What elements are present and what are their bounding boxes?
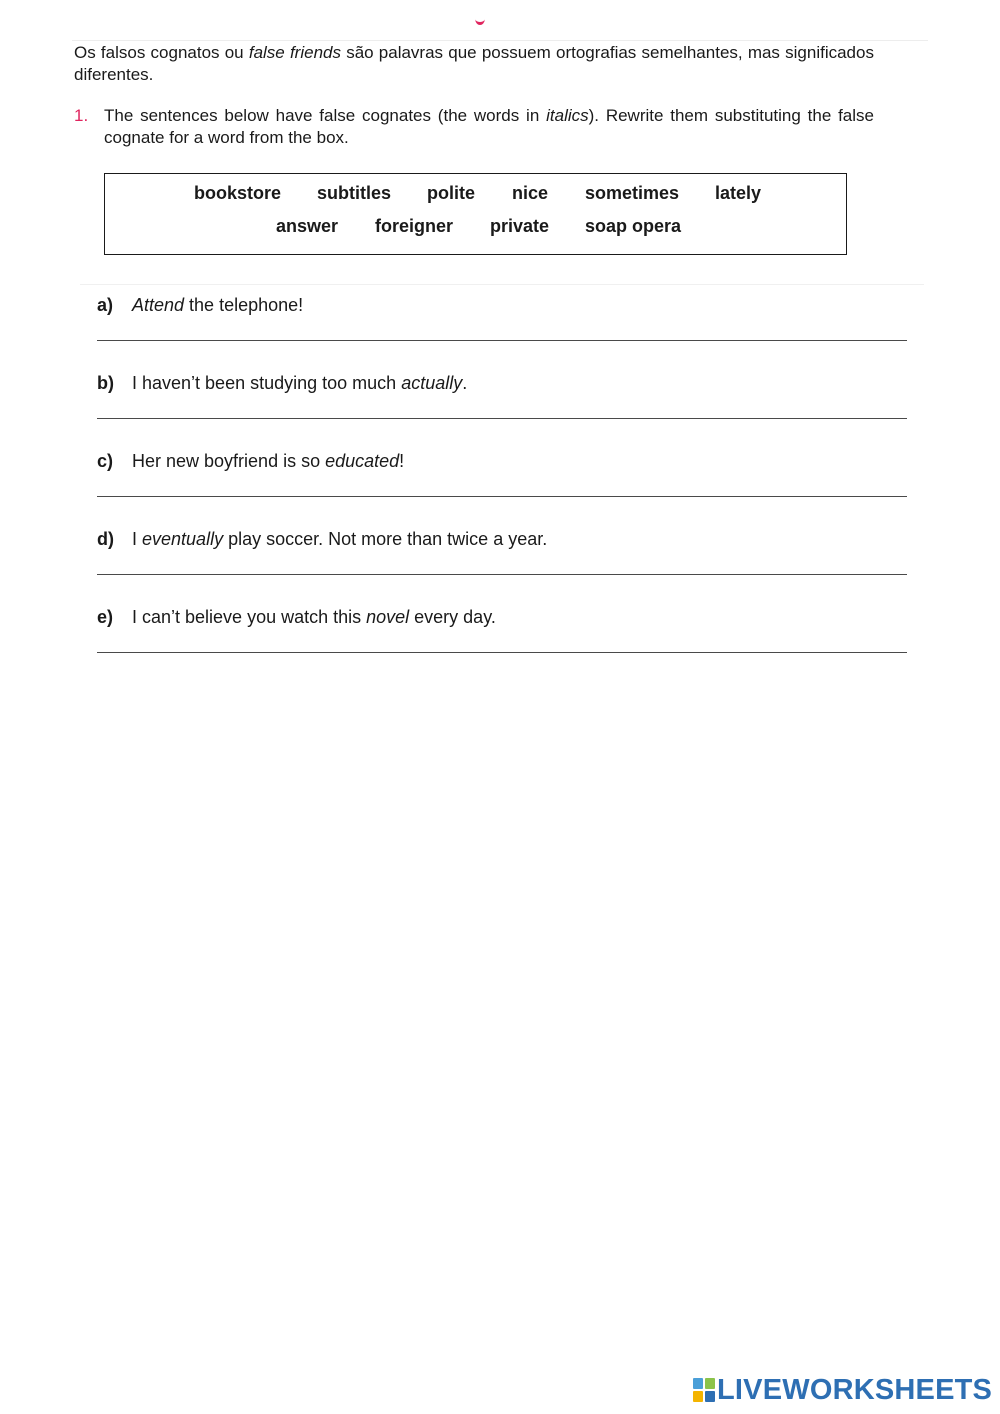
word-box-item: private bbox=[490, 216, 550, 236]
intro-text-after: são palavras que possuem ortografias semelhantes, mas significados diferentes. bbox=[74, 43, 874, 84]
question-text-before: Her new boyfriend is so bbox=[132, 451, 326, 471]
question-text-after: play soccer. Not more than twice a year. bbox=[223, 529, 548, 549]
brand-name: LIVEWORKSHEETS bbox=[717, 1374, 993, 1406]
question-letter: a) bbox=[97, 295, 114, 315]
question-false-cognate: educated bbox=[325, 451, 400, 471]
word-box-item: answer bbox=[276, 216, 339, 236]
divider bbox=[72, 40, 928, 41]
word-box-item: sometimes bbox=[585, 183, 680, 203]
question-letter: b) bbox=[97, 373, 114, 393]
question-false-cognate: Attend bbox=[132, 295, 185, 315]
question-text-after: ! bbox=[399, 451, 405, 471]
exercise-text-before: The sentences below have false cognates (the words in bbox=[104, 106, 540, 125]
question-text-after: every day. bbox=[409, 607, 496, 627]
question-letter: c) bbox=[97, 451, 114, 471]
answer-line-c[interactable] bbox=[97, 496, 907, 497]
intro-paragraph bbox=[74, 42, 874, 86]
exercise-number: 1. bbox=[74, 106, 89, 125]
question-text-after: the telephone! bbox=[184, 295, 304, 315]
exercise-text-italic: italics bbox=[546, 106, 589, 125]
answer-line-a[interactable] bbox=[97, 340, 907, 341]
word-box bbox=[104, 173, 847, 255]
word-box-item: bookstore bbox=[194, 183, 282, 203]
word-box-item: soap opera bbox=[585, 216, 682, 236]
word-box-item: lately bbox=[715, 183, 762, 203]
answer-line-d[interactable] bbox=[97, 574, 907, 575]
divider bbox=[80, 284, 924, 285]
exercise-text-after: ). Rewrite them substituting the false cognate for a word from the box. bbox=[104, 106, 874, 147]
question-a bbox=[97, 293, 917, 317]
question-letter: e) bbox=[97, 607, 114, 627]
intro-text-before: Os falsos cognatos ou bbox=[74, 43, 244, 62]
liveworksheets-logo-icon bbox=[693, 1378, 715, 1402]
question-text-before: I haven’t been studying too much bbox=[132, 373, 402, 393]
liveworksheets-logo[interactable] bbox=[693, 1373, 992, 1407]
word-box-item: nice bbox=[512, 183, 549, 203]
question-c bbox=[97, 449, 917, 473]
question-false-cognate: novel bbox=[366, 607, 410, 627]
question-text-before: I bbox=[132, 529, 143, 549]
intro-text-italic: false friends bbox=[248, 43, 341, 62]
question-text-before: I can’t believe you watch this bbox=[132, 607, 367, 627]
exercise-text bbox=[104, 105, 874, 149]
decorative-mark bbox=[475, 10, 485, 25]
question-text-after: . bbox=[462, 373, 468, 393]
answer-line-b[interactable] bbox=[97, 418, 907, 419]
question-letter: d) bbox=[97, 529, 114, 549]
question-d bbox=[97, 527, 917, 551]
word-box-item: subtitles bbox=[317, 183, 392, 203]
question-e bbox=[97, 605, 917, 629]
word-box-item: foreigner bbox=[375, 216, 454, 236]
word-box-item: polite bbox=[427, 183, 475, 203]
question-false-cognate: actually bbox=[401, 373, 463, 393]
question-b bbox=[97, 371, 917, 395]
answer-line-e[interactable] bbox=[97, 652, 907, 653]
question-false-cognate: eventually bbox=[142, 529, 224, 549]
